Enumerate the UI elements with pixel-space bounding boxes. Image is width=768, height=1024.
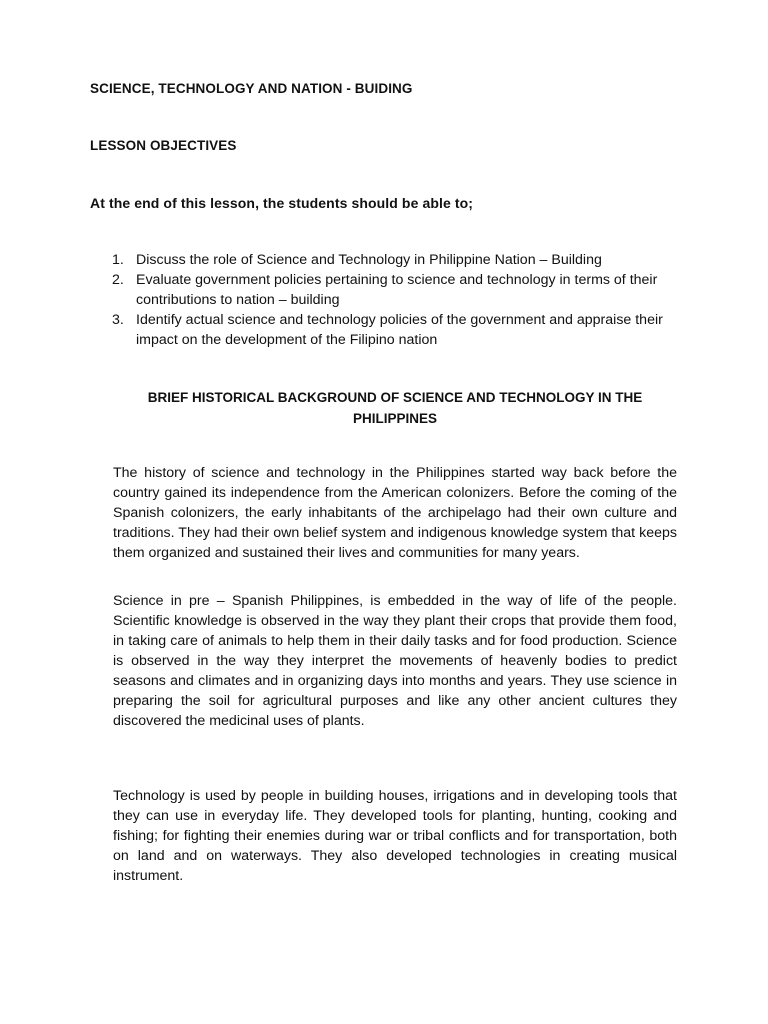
document-title: SCIENCE, TECHNOLOGY AND NATION - BUIDING [90,81,413,96]
list-item-text: Identify actual science and technology policies of the government and appraise their impact on the development of the Filipino nation [136,312,663,348]
paragraph-science: Science in pre – Spanish Philippines, is embedded in the way of life of the people. Scientific knowledge is observed in the way they plant their crops that provide them food, in taking care of animals to help them in their daily tasks and for food production. Science is observed in the way they interpret the movements of heavenly bodies to predict seasons and climates and in organizing days into months and years. They use science in preparing the soil for agricultural purposes and like any other ancient cultures they discovered the medicinal uses of plants. [113,593,677,729]
list-item-number: 2. [112,272,124,288]
list-item-text: Discuss the role of Science and Technology in Philippine Nation – Building [136,252,602,268]
list-item-number: 3. [112,312,124,328]
paragraph-technology: Technology is used by people in building houses, irrigations and in developing tools that they can use in everyday life. They developed tools for planting, hunting, cooking and fishing; for fighting their enemies during war or tribal conflicts and for transportation, both on land and on waterways. They also developed technologies in creating musical instrument. [113,788,677,884]
list-item [90,310,690,350]
list-item [90,270,690,310]
list-item-text: Evaluate government policies pertaining to science and technology in terms of their contributions to nation – building [136,272,658,308]
paragraph-history: The history of science and technology in the Philippines started way back before the country gained its independence from the American colonizers. Before the coming of the Spanish colonizers, the early inhabitants of the archipelago had their own culture and traditions. They had their own belief system and indigenous knowledge system that keeps them organized and sustained their lives and communities for many years. [113,465,677,561]
lesson-objectives-heading: LESSON OBJECTIVES [90,138,237,153]
list-item [90,250,690,270]
section-title: BRIEF HISTORICAL BACKGROUND OF SCIENCE AND TECHNOLOGY IN THE PHILIPPINES [147,390,643,426]
objectives-intro: At the end of this lesson, the students should be able to; [90,195,474,211]
list-item-number: 1. [112,252,124,268]
objectives-list [90,250,690,350]
